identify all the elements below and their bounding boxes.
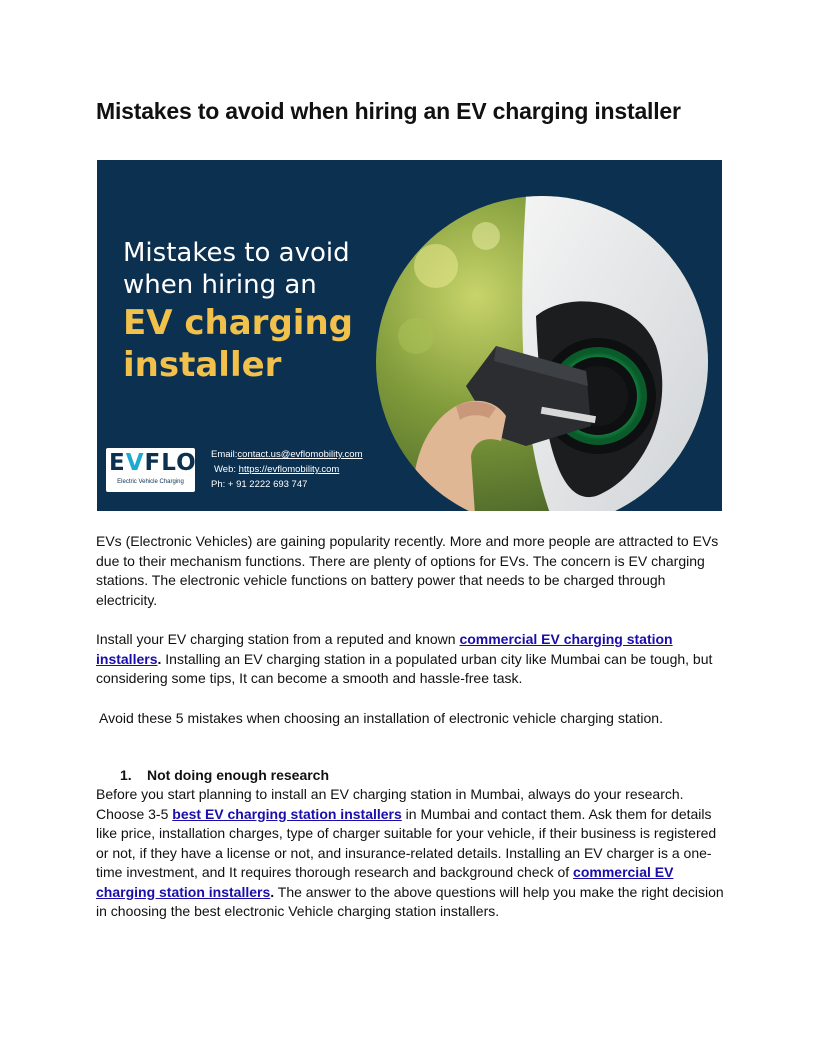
web-link[interactable]: https://evflomobility.com bbox=[238, 464, 340, 475]
install-paragraph bbox=[96, 630, 726, 689]
logo-tagline: Electric Vehicle Charging bbox=[117, 479, 184, 485]
install-text-after: Installing an EV charging station in a populated urban city like Mumbai can be tough, but considering some tips, It can become a smooth and hassle-free task. bbox=[96, 650, 713, 686]
research-paragraph bbox=[96, 785, 726, 922]
section-number: 1. bbox=[120, 767, 132, 783]
section-heading-text: Not doing enough research bbox=[147, 767, 330, 783]
commercial-installers-link-2[interactable]: commercial EV charging station installers bbox=[96, 864, 674, 900]
banner-headline-line-1: Mistakes to avoid bbox=[123, 238, 350, 268]
email-label: Email: bbox=[211, 449, 238, 460]
best-installers-link[interactable]: best EV charging station installers bbox=[172, 805, 402, 822]
research-text-a: Before you start planning to install an EV charging station in Mumbai, always do your research. Choose 3-5 bbox=[96, 786, 684, 822]
page-title: Mistakes to avoid when hiring an EV charging installer bbox=[96, 98, 681, 124]
ev-charger-photo bbox=[376, 196, 709, 511]
research-text-b: in Mumbai and contact them. Ask them for details like price, installation charges, type of charger suitable for your vehicle, if their business is registered or not, if they have a license or not, and insurance-related details. Installing an EV charger is a one-time investment, and It requires thorough research and background check of bbox=[96, 805, 717, 880]
research-text-c: The answer to the above questions will help you make the right decision in choosing the best electronic Vehicle charging station installers. bbox=[96, 883, 724, 919]
install-text-before: Install your EV charging station from a reputed and known bbox=[96, 631, 460, 647]
research-period: . bbox=[270, 883, 275, 900]
section-heading-research bbox=[120, 767, 329, 783]
banner-web bbox=[214, 464, 339, 475]
avoid-mistakes-paragraph: Avoid these 5 mistakes when choosing an installation of electronic vehicle charging station. bbox=[99, 710, 663, 726]
web-label: Web: bbox=[214, 464, 237, 475]
logo-letters-flo: FLO bbox=[144, 450, 197, 476]
banner-headline-line-3: EV charging bbox=[123, 303, 353, 343]
commercial-installers-link[interactable]: commercial EV charging station installers bbox=[96, 631, 673, 667]
intro-paragraph: EVs (Electronic Vehicles) are gaining popularity recently. More and more people are attracted to EVs due to their mechanism functions. There are plenty of options for EVs. The concern is EV charging stations. The electronic vehicle functions on battery power that needs to be charged through electricity. bbox=[96, 533, 719, 608]
email-link[interactable]: contact.us@evflomobility.com bbox=[237, 449, 363, 460]
evflo-logo bbox=[106, 448, 195, 492]
install-period: . bbox=[157, 650, 162, 667]
logo-letter-e: E bbox=[109, 450, 126, 476]
logo-wordmark bbox=[109, 450, 197, 476]
hero-banner-image bbox=[97, 160, 722, 511]
banner-headline-line-2: when hiring an bbox=[123, 270, 317, 300]
banner-email bbox=[211, 449, 363, 460]
banner-headline-line-4: installer bbox=[123, 345, 282, 385]
banner-phone: Ph: + 91 2222 693 747 bbox=[211, 479, 308, 490]
logo-letter-v: V bbox=[125, 450, 145, 476]
